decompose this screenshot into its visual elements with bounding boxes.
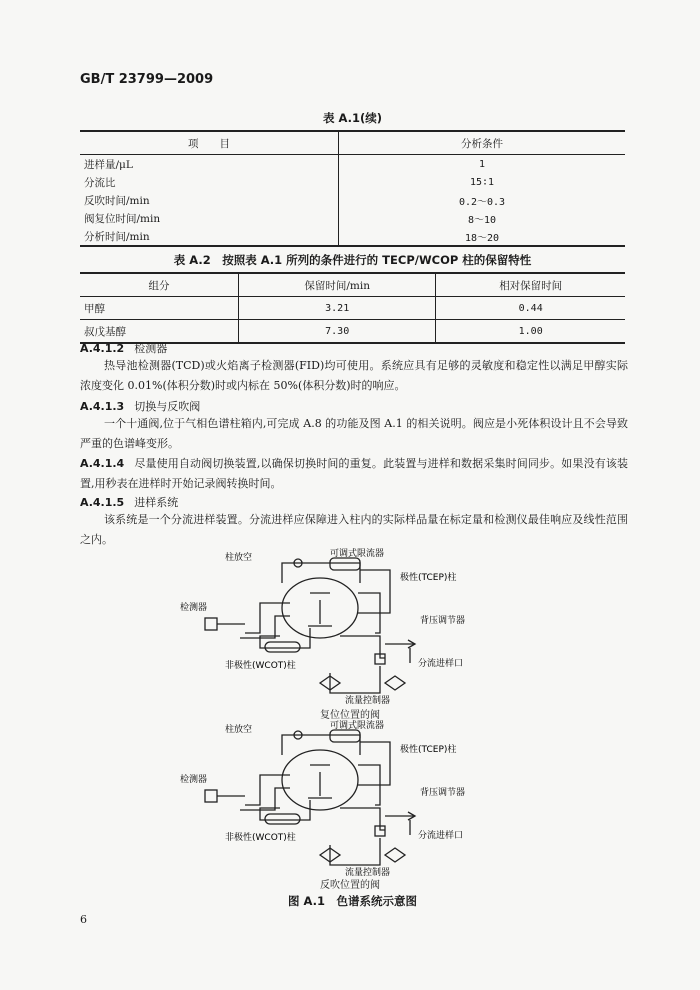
table-header-cell: 相对保留时间 bbox=[436, 273, 625, 297]
nonpolar-column-label: 非极性(WCOT)柱 bbox=[225, 833, 296, 843]
valve-diagram-backflush bbox=[180, 720, 520, 880]
split-inlet-label: 分流进样口 bbox=[418, 659, 464, 669]
vent-label: 柱放空 bbox=[225, 725, 253, 735]
table-a1 bbox=[80, 130, 625, 247]
table-a2 bbox=[80, 272, 625, 344]
table-cell: 0.44 bbox=[436, 297, 625, 320]
table-cell: 7.30 bbox=[239, 320, 436, 344]
section-heading: A.4.1.3 切换与反吹阀 bbox=[80, 400, 201, 413]
valve-diagram-reset bbox=[180, 548, 520, 708]
vent-label: 柱放空 bbox=[225, 553, 253, 563]
table-row bbox=[80, 227, 625, 246]
table-header-cell: 保留时间/min bbox=[239, 273, 436, 297]
detector-label: 检测器 bbox=[180, 603, 208, 613]
restrictor-label: 可调式限流器 bbox=[330, 721, 385, 731]
subfigure-caption: 复位位置的阀 bbox=[320, 710, 380, 721]
section-text: 一个十通阀,位于气相色谱柱箱内,可完成 A.8 的功能及图 A.1 的相关说明。阀应是小死体积设计且不会导致严重的色谱峰变形。 bbox=[80, 417, 628, 450]
nonpolar-column-label: 非极性(WCOT)柱 bbox=[225, 661, 296, 671]
detector-label: 检测器 bbox=[180, 775, 208, 785]
table-row bbox=[80, 173, 625, 191]
table-cell: 分流比 bbox=[80, 173, 339, 191]
table-cell: 1 bbox=[478, 158, 486, 170]
section-text: 该系统是一个分流进样装置。分流进样应保障进入柱内的实际样品量在标定量和检测仪最佳响应及线性范围之内。 bbox=[80, 513, 628, 546]
standard-number: GB/T 23799—2009 bbox=[80, 72, 214, 87]
section-heading: A.4.1.2 检测器 bbox=[80, 342, 168, 355]
page-number: 6 bbox=[80, 913, 87, 926]
table-cell: 18～20 bbox=[464, 232, 500, 244]
table-header-cell: 组分 bbox=[80, 273, 239, 297]
table-cell: 3.21 bbox=[239, 297, 436, 320]
table-row bbox=[80, 155, 625, 174]
table-cell: 15∶1 bbox=[469, 176, 495, 188]
table-cell: 8～10 bbox=[467, 214, 497, 226]
table-cell: 0.2～0.3 bbox=[458, 196, 506, 208]
split-inlet-label: 分流进样口 bbox=[418, 831, 464, 841]
flow-controller-label: 流量控制器 bbox=[345, 696, 391, 706]
table-row bbox=[80, 209, 625, 227]
table-cell: 阀复位时间/min bbox=[80, 209, 339, 227]
backpressure-label: 背压调节器 bbox=[420, 616, 466, 626]
table-cell: 进样量/μL bbox=[80, 155, 339, 174]
section-text: A.4.1.4 尽量使用自动阀切换装置,以确保切换时间的重复。此装置与进样和数据采集时间同步。如果没有该装置,用秒表在进样时开始记录阀转换时间。 bbox=[80, 457, 628, 490]
table-cell: 反吹时间/min bbox=[80, 191, 339, 209]
table-cell: 分析时间/min bbox=[80, 227, 339, 246]
polar-column-label: 极性(TCEP)柱 bbox=[400, 745, 457, 755]
section-text: 热导池检测器(TCD)或火焰离子检测器(FID)均可使用。系统应具有足够的灵敏度和稳定性以满足甲醇实际浓度变化 0.01%(体积分数)时或内标在 50%(体积分数)时的响应。 bbox=[80, 359, 628, 392]
table-cell: 1.00 bbox=[436, 320, 625, 344]
polar-column-label: 极性(TCEP)柱 bbox=[400, 573, 457, 583]
table-row bbox=[80, 191, 625, 209]
section-heading: A.4.1.5 进样系统 bbox=[80, 496, 179, 509]
table-a2-caption: 表 A.2 按照表 A.1 所列的条件进行的 TECP/WCOP 柱的保留特性 bbox=[173, 253, 532, 267]
restrictor-label: 可调式限流器 bbox=[330, 549, 385, 559]
backpressure-label: 背压调节器 bbox=[420, 788, 466, 798]
table-row bbox=[80, 297, 625, 320]
table-header-cell: 项 目 bbox=[80, 131, 339, 155]
figure-caption: 图 A.1 色谱系统示意图 bbox=[288, 894, 417, 908]
table-a1-caption: 表 A.1(续) bbox=[323, 111, 382, 125]
subfigure-caption: 反吹位置的阀 bbox=[320, 880, 380, 891]
table-header-cell: 分析条件 bbox=[339, 131, 626, 155]
table-cell: 叔戊基醇 bbox=[80, 320, 239, 344]
flow-controller-label: 流量控制器 bbox=[345, 868, 391, 878]
table-cell: 甲醇 bbox=[80, 297, 239, 320]
